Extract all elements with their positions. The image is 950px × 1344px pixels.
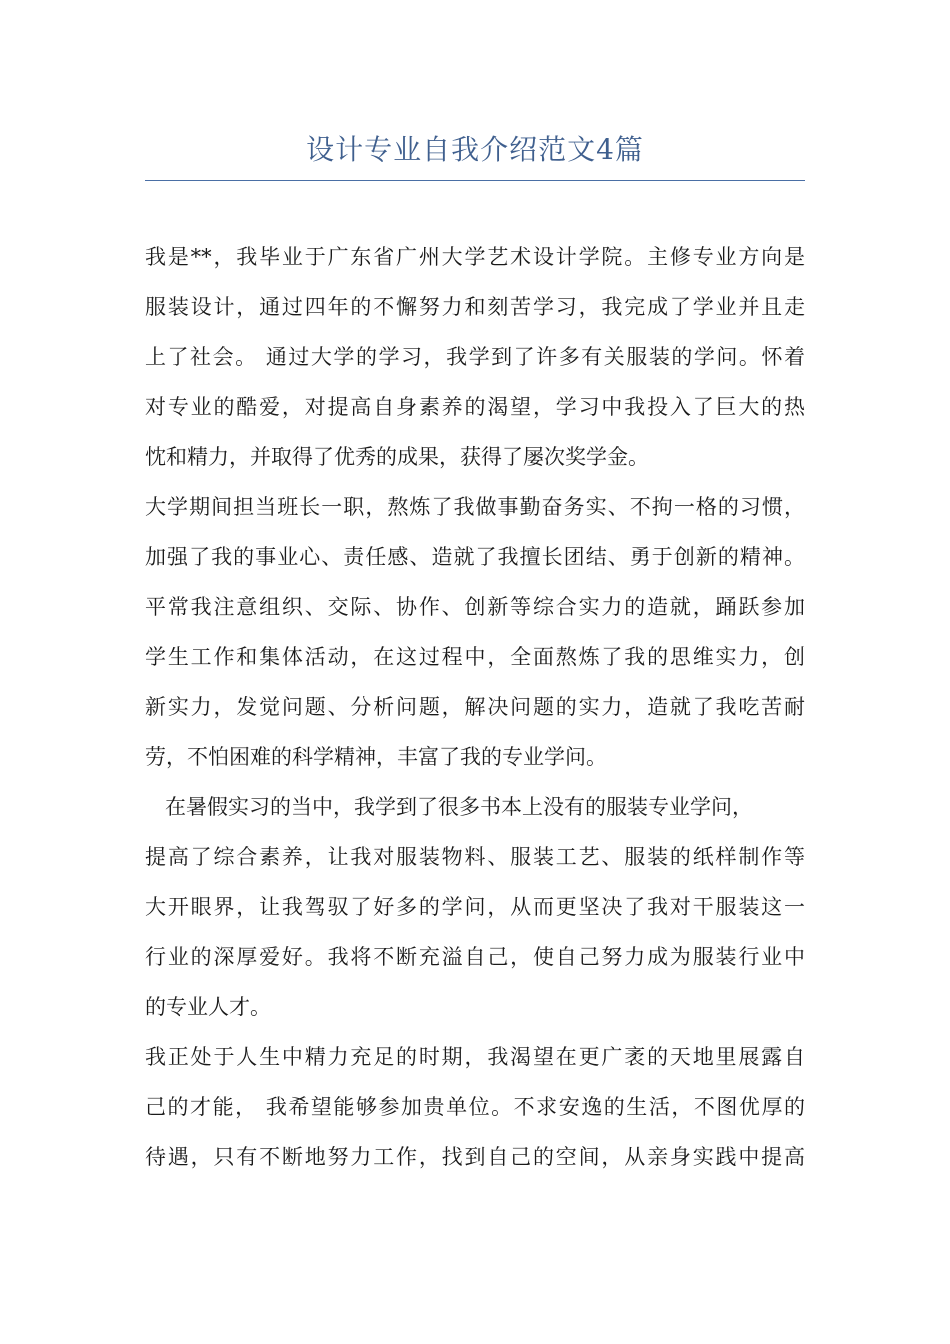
text-line: 劳，不怕困难的科学精神，丰富了我的专业学问。 — [145, 745, 607, 769]
text-line: 忱和精力，并取得了优秀的成果，获得了屡次奖学金。 — [145, 445, 649, 469]
text-line: 提高了综合素养，让我对服装物料、服装工艺、服装的纸样制作等 — [145, 845, 805, 869]
text-line: 我是**，我毕业于广东省广州大学艺术设计学院。主修专业方向是 — [145, 245, 805, 269]
paragraph-3 — [145, 782, 805, 1032]
text-line: 学生工作和集体活动，在这过程中，全面熬炼了我的思维实力，创 — [145, 645, 805, 669]
text-line: 对专业的酷爱，对提高自身素养的渴望，学习中我投入了巨大的热 — [145, 395, 805, 419]
text-line: 我正处于人生中精力充足的时期，我渴望在更广袤的天地里展露自 — [145, 1045, 805, 1069]
text-line: 在暑假实习的当中，我学到了很多书本上没有的服装专业学问， — [145, 795, 754, 819]
paragraph-2 — [145, 482, 805, 782]
document-title: 设计专业自我介绍范文4篇 — [306, 133, 644, 166]
text-line: 平常我注意组织、交际、协作、创新等综合实力的造就，踊跃参加 — [145, 595, 805, 619]
text-line: 服装设计，通过四年的不懈努力和刻苦学习，我完成了学业并且走 — [145, 295, 805, 319]
text-line: 待遇，只有不断地努力工作，找到自己的空间，从亲身实践中提高 — [145, 1145, 805, 1169]
text-line: 行业的深厚爱好。我将不断充溢自己，使自己努力成为服装行业中 — [145, 945, 805, 969]
text-line: 大开眼界，让我驾驭了好多的学问，从而更坚决了我对干服装这一 — [145, 895, 805, 919]
document-body — [145, 232, 805, 1182]
paragraph-1 — [145, 232, 805, 482]
text-line: 的专业人才。 — [145, 995, 271, 1019]
text-line: 加强了我的事业心、责任感、造就了我擅长团结、勇于创新的精神。 — [145, 545, 805, 569]
paragraph-4 — [145, 1032, 805, 1182]
text-line: 上了社会。 通过大学的学习，我学到了许多有关服装的学问。怀着 — [145, 345, 805, 369]
text-line: 大学期间担当班长一职，熬炼了我做事勤奋务实、不拘一格的习惯， — [145, 495, 805, 519]
text-line: 己的才能， 我希望能够参加贵单位。不求安逸的生活，不图优厚的 — [145, 1095, 805, 1119]
title-underline — [145, 180, 805, 181]
text-line: 新实力，发觉问题、分析问题，解决问题的实力，造就了我吃苦耐 — [145, 695, 805, 719]
